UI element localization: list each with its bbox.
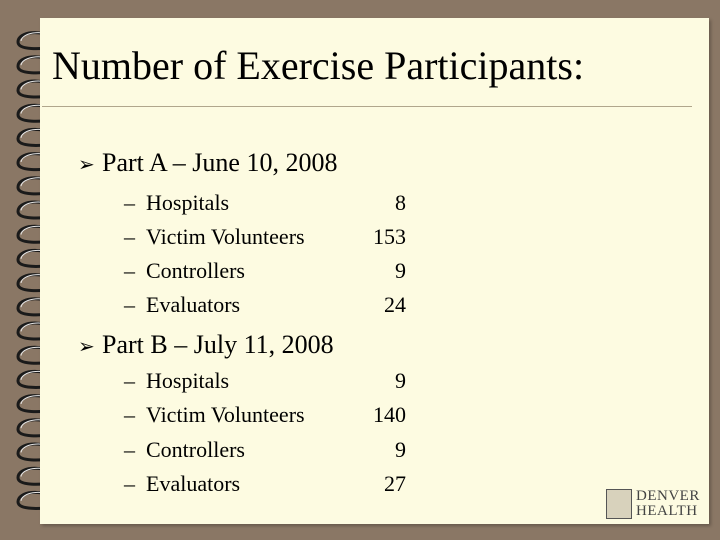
list-item <box>124 437 414 467</box>
logo-line-2: HEALTH <box>636 503 698 519</box>
row-label: Victim Volunteers <box>146 402 305 427</box>
dash-bullet: – <box>124 402 135 427</box>
row-label: Controllers <box>146 258 245 283</box>
slide-title: Number of Exercise Participants: <box>52 43 585 88</box>
dash-bullet: – <box>124 258 135 283</box>
row-label: Controllers <box>146 437 245 462</box>
row-value: 9 <box>395 258 406 283</box>
row-value: 24 <box>384 292 406 317</box>
denver-health-logo <box>606 486 709 522</box>
row-label: Hospitals <box>146 368 230 393</box>
logo-line-1: DENVER <box>636 488 700 504</box>
dash-bullet: – <box>124 190 135 215</box>
row-value: 27 <box>384 471 406 496</box>
row-label: Evaluators <box>146 471 241 496</box>
row-value: 153 <box>373 224 406 249</box>
logo-wordmark <box>636 489 700 519</box>
dash-bullet: – <box>124 437 135 462</box>
row-value: 9 <box>395 368 406 393</box>
dash-bullet: – <box>124 292 135 317</box>
dash-bullet: – <box>124 368 135 393</box>
dash-bullet: – <box>124 224 135 249</box>
list-item <box>124 224 414 254</box>
list-item <box>124 292 414 322</box>
row-label: Hospitals <box>146 190 230 215</box>
row-value: 9 <box>395 437 406 462</box>
part-a-heading-text: Part A – June 10, 2008 <box>102 148 338 177</box>
title-divider <box>42 106 692 107</box>
list-item <box>124 368 414 398</box>
part-b-heading-text: Part B – July 11, 2008 <box>102 330 334 359</box>
logo-emblem-icon <box>606 489 632 519</box>
part-a-heading <box>78 148 337 178</box>
list-item <box>124 258 414 288</box>
list-item <box>124 190 414 220</box>
list-item <box>124 471 414 501</box>
row-value: 140 <box>373 402 406 427</box>
part-b-heading <box>78 330 334 360</box>
row-value: 8 <box>395 190 406 215</box>
list-item <box>124 402 414 432</box>
arrow-bullet-icon: ➢ <box>78 152 95 176</box>
arrow-bullet-icon: ➢ <box>78 334 95 358</box>
row-label: Evaluators <box>146 292 241 317</box>
dash-bullet: – <box>124 471 135 496</box>
row-label: Victim Volunteers <box>146 224 305 249</box>
